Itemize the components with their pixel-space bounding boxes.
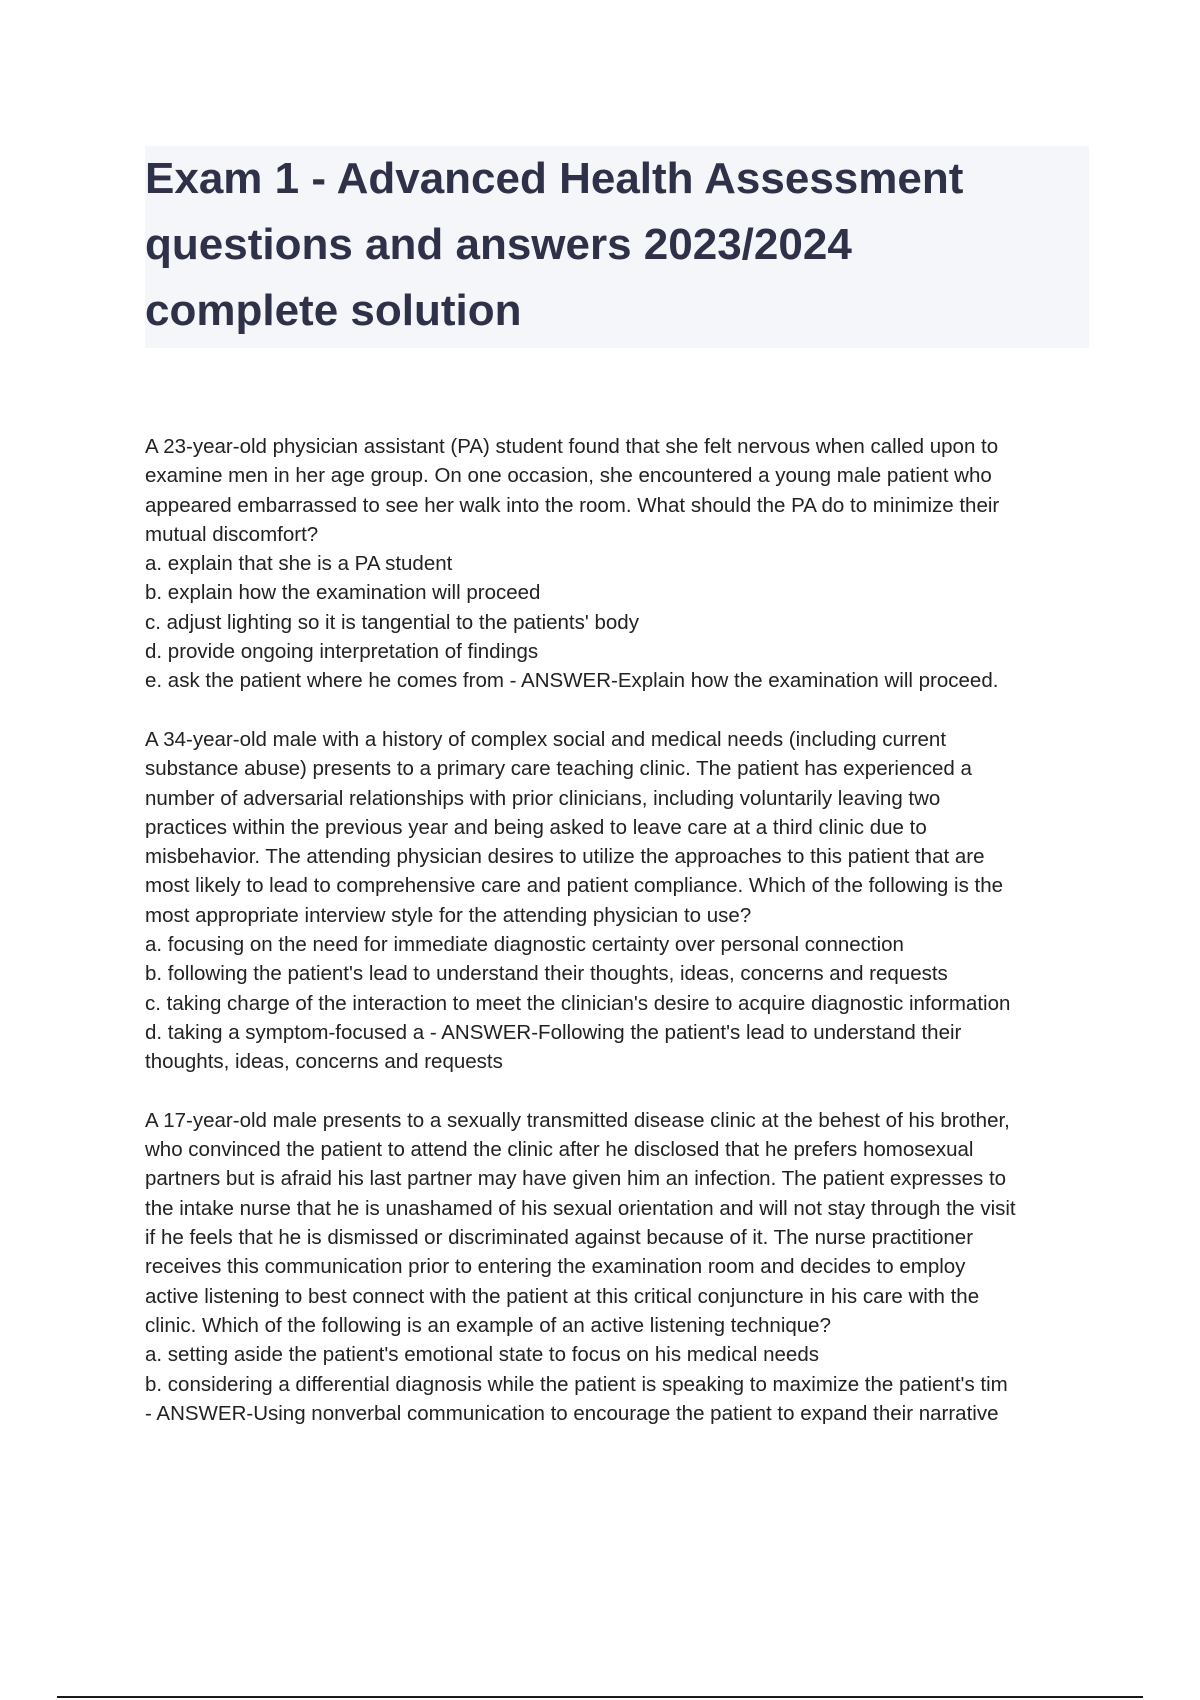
question-1-option-b: b. explain how the examination will proceed: [145, 581, 541, 605]
document-title-line-3: complete solution: [145, 286, 522, 335]
question-3-line: who convinced the patient to attend the clinic after he disclosed that he prefers homosexual: [145, 1138, 974, 1162]
question-1-line: A 23-year-old physician assistant (PA) student found that she felt nervous when called upon to: [145, 435, 999, 458]
question-3-line: partners but is afraid his last partner may have given him an infection. The patient expresses to: [145, 1167, 1007, 1191]
question-3-answer: - ANSWER-Using nonverbal communication to encourage the patient to expand their narrative: [145, 1401, 999, 1425]
question-3-line: the intake nurse that he is unashamed of his sexual orientation and will not stay through the visit: [145, 1196, 1016, 1220]
question-block-2: [145, 725, 1095, 1077]
question-1-line: appeared embarrassed to see her walk into the room. What should the PA do to minimize their: [145, 493, 1000, 517]
question-1-option-c: c. adjust lighting so it is tangential to the patients' body: [145, 610, 639, 634]
question-2-option-c: c. taking charge of the interaction to meet the clinician's desire to acquire diagnostic information: [145, 991, 1011, 1015]
question-3-line: clinic. Which of the following is an example of an active listening technique?: [145, 1313, 831, 1337]
question-3-line: if he feels that he is dismissed or discriminated against because of it. The nurse practitioner: [145, 1226, 974, 1250]
question-1-line: mutual discomfort?: [145, 522, 319, 546]
question-2-line: number of adversarial relationships with prior clinicians, including voluntarily leaving two: [145, 786, 941, 810]
question-3-option-b: b. considering a differential diagnosis while the patient is speaking to maximize the patient's tim: [145, 1372, 1008, 1396]
question-3-line: active listening to best connect with the patient at this critical conjuncture in his care with the: [145, 1284, 980, 1308]
document-body: [145, 432, 1095, 1428]
question-3-option-a: a. setting aside the patient's emotional state to focus on his medical needs: [145, 1343, 819, 1367]
question-2-line: most likely to lead to comprehensive care and patient compliance. Which of the following is the: [145, 874, 1004, 898]
question-2-line: substance abuse) presents to a primary care teaching clinic. The patient has experienced a: [145, 757, 972, 781]
question-1-option-d: d. provide ongoing interpretation of findings: [145, 640, 539, 664]
document-title-line-2: questions and answers 2023/2024: [145, 220, 852, 269]
question-1-line: examine men in her age group. On one occasion, she encountered a young male patient who: [145, 464, 992, 488]
question-block-1: [145, 432, 1095, 696]
question-2-line: A 34-year-old male with a history of complex social and medical needs (including current: [145, 727, 947, 751]
question-2-answer-continued: thoughts, ideas, concerns and requests: [145, 1050, 503, 1074]
question-block-3: [145, 1106, 1095, 1428]
question-2-option-d-answer: d. taking a symptom-focused a - ANSWER-Following the patient's lead to understand their: [145, 1020, 962, 1044]
document-title-line-1: Exam 1 - Advanced Health Assessment: [145, 154, 964, 203]
question-2-option-a: a. focusing on the need for immediate diagnostic certainty over personal connection: [145, 933, 904, 957]
document-title-box: [145, 146, 1089, 348]
footer-divider: [57, 1696, 1143, 1698]
question-1-option-a: a. explain that she is a PA student: [145, 552, 453, 576]
paragraph-gap: [145, 1077, 1095, 1106]
question-3-line: A 17-year-old male presents to a sexually transmitted disease clinic at the behest of his brother,: [145, 1108, 1010, 1132]
question-2-line: most appropriate interview style for the attending physician to use?: [145, 903, 752, 927]
question-2-line: practices within the previous year and being asked to leave care at a third clinic due to: [145, 815, 927, 839]
question-2-option-b: b. following the patient's lead to understand their thoughts, ideas, concerns and requests: [145, 962, 948, 986]
question-1-option-e-answer: e. ask the patient where he comes from - ANSWER-Explain how the examination will proceed.: [145, 669, 999, 693]
paragraph-gap: [145, 696, 1095, 725]
question-2-line: misbehavior. The attending physician desires to utilize the approaches to this patient that are: [145, 845, 985, 869]
question-3-line: receives this communication prior to entering the examination room and decides to employ: [145, 1255, 966, 1279]
